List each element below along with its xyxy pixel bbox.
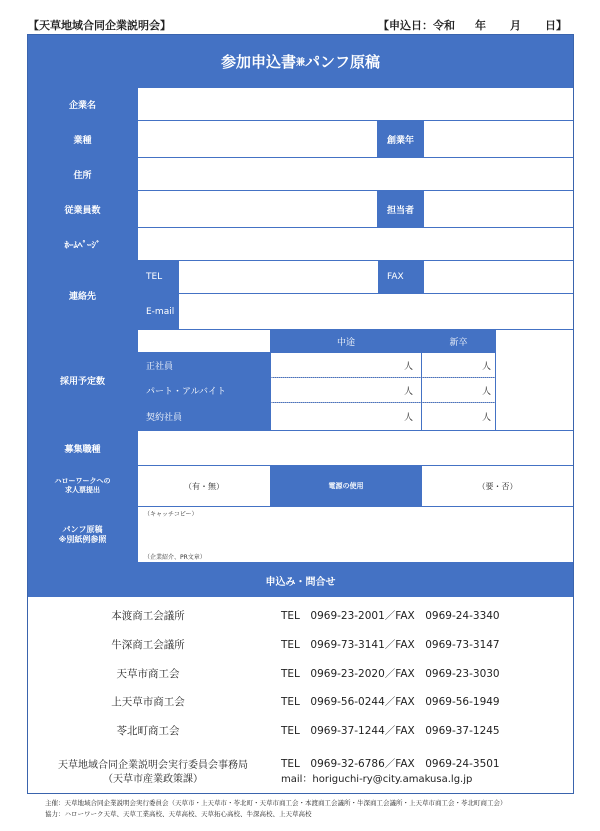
hiring-plan-corner xyxy=(138,330,270,352)
homepage-field[interactable] xyxy=(138,228,573,260)
job-types-label: 募集職種 xyxy=(28,431,137,465)
divider xyxy=(271,402,495,403)
cooperation-note: 協力：ハローワーク天草、天草工業高校、天草高校、天草拓心高校、牛深高校、上天草高校 xyxy=(45,810,312,818)
office-tel: TEL 0969-32-6786／FAX 0969-24-3501 xyxy=(281,758,500,770)
mid-career-header: 中途 xyxy=(271,330,421,352)
contact-person-field[interactable] xyxy=(424,191,573,227)
office-dept: （天草市産業政策課） xyxy=(103,774,203,785)
new-grad-header: 新卒 xyxy=(422,330,495,352)
hiring-plan-extra xyxy=(496,330,573,430)
hellowork-choice[interactable]: （有・無） xyxy=(138,466,270,506)
part-time-label: パート・アルバイト xyxy=(138,378,270,402)
regular-label: 正社員 xyxy=(138,353,270,377)
address-label: 住所 xyxy=(28,158,137,190)
hellowork-label: ハローワークへの 求人票提出 xyxy=(28,466,137,506)
employees-field[interactable] xyxy=(138,191,377,227)
office-name: 天草地域合同企業説明会実行委員会事務局 xyxy=(58,760,248,771)
form-title: 参加申込書 兼 パンフ原稿 xyxy=(28,35,573,87)
regular-new-field[interactable]: 人 xyxy=(422,353,495,377)
contact-person-label: 担当者 xyxy=(378,191,423,227)
fax-label: FAX xyxy=(379,261,423,293)
apply-date-label: 【申込日：令和 xyxy=(378,19,455,32)
apply-date-year-label: 年 xyxy=(475,19,486,32)
contract-new-field[interactable]: 人 xyxy=(422,403,495,430)
contract-label: 契約社員 xyxy=(138,403,270,430)
office-mail-link[interactable]: mail：horiguchi-ry@city.amakusa.lg.jp xyxy=(281,774,473,785)
divider xyxy=(271,377,495,378)
tel-field[interactable] xyxy=(179,261,378,293)
industry-field[interactable] xyxy=(138,121,377,157)
job-types-field[interactable] xyxy=(138,431,573,465)
catchcopy-note: （キャッチコピー） xyxy=(144,511,198,518)
company-label: 企業名 xyxy=(28,88,137,120)
homepage-label: ﾎｰﾑﾍﾟｰｼﾞ xyxy=(28,228,137,260)
hiring-plan-label: 採用予定数 xyxy=(28,330,137,430)
apply-date-month-label: 月 xyxy=(510,19,521,32)
pamphlet-label: パンフ原稿 ※別紙例参照 xyxy=(28,507,137,562)
address-field[interactable] xyxy=(138,158,573,190)
email-field[interactable] xyxy=(179,294,573,329)
email-label: E-mail xyxy=(138,294,178,329)
employees-label: 従業員数 xyxy=(28,191,137,227)
fax-field[interactable] xyxy=(424,261,573,293)
founded-label: 創業年 xyxy=(378,121,423,157)
regular-mid-field[interactable]: 人 xyxy=(271,353,421,377)
company-intro-note: （企業紹介、PR文章） xyxy=(144,554,206,561)
company-field[interactable] xyxy=(138,88,573,120)
contact-section-heading: 申込み・問合せ xyxy=(28,563,573,597)
industry-label: 業種 xyxy=(28,121,137,157)
part-time-mid-field[interactable]: 人 xyxy=(271,378,421,402)
part-time-new-field[interactable]: 人 xyxy=(422,378,495,402)
pamphlet-field[interactable] xyxy=(138,507,573,562)
application-form: 参加申込書 兼 パンフ原稿 企業名 業種 創業年 住所 従業員数 担当者 ﾎｰﾑﾍﾟｰｼﾞ 連絡先 TEL FAX E-mail 採用予定数 中途 新卒 正社員 人 人 パート・アルバイト 人 人 契約社員 人 人 募集職種 ハローワークへの 求人票提出 （有・無） 電源の使用 （要・否） パンフ原稿 ※別紙例参照 （キャッチコピー） （企業紹介、PR文章） 申込み・問合せ 本渡商工会議所 TEL 0969-23-2001／FAX 0969-24-3340 牛深商工会議所 TEL 0969-73-3141／FAX 0969-73-3147 天草市商工会 TEL 0969-23-2020／FAX 0969-23-3030 上天草市商工会 TEL 0969-56-0244／FAX 0969-56-1949 苓北町商工会 TEL 0969-37-1244／FAX 0969-37-1245 天草地域合同企業説明会実行委員会事務局 TEL 0969-32-6786／FAX 0969-24-3501 （天草市産業政策課） mail：horiguchi-ry@city.amakusa.lg.jp xyxy=(27,34,574,794)
contract-mid-field[interactable]: 人 xyxy=(271,403,421,430)
apply-date xyxy=(378,17,574,33)
power-label: 電源の使用 xyxy=(271,466,421,506)
apply-date-day-label: 日】 xyxy=(545,19,567,32)
founded-field[interactable] xyxy=(424,121,573,157)
event-name: 【天草地域合同企業説明会】 xyxy=(28,19,171,32)
tel-label: TEL xyxy=(138,261,178,293)
power-choice[interactable]: （要・否） xyxy=(422,466,573,506)
organizer-note: 主催：天草地域合同企業説明会実行委員会（天草市・上天草市・苓北町・天草市商工会・本渡商工会議所・牛深商工会議所・上天草市商工会・苓北町商工会） xyxy=(45,799,507,807)
contact-label: 連絡先 xyxy=(28,261,137,329)
